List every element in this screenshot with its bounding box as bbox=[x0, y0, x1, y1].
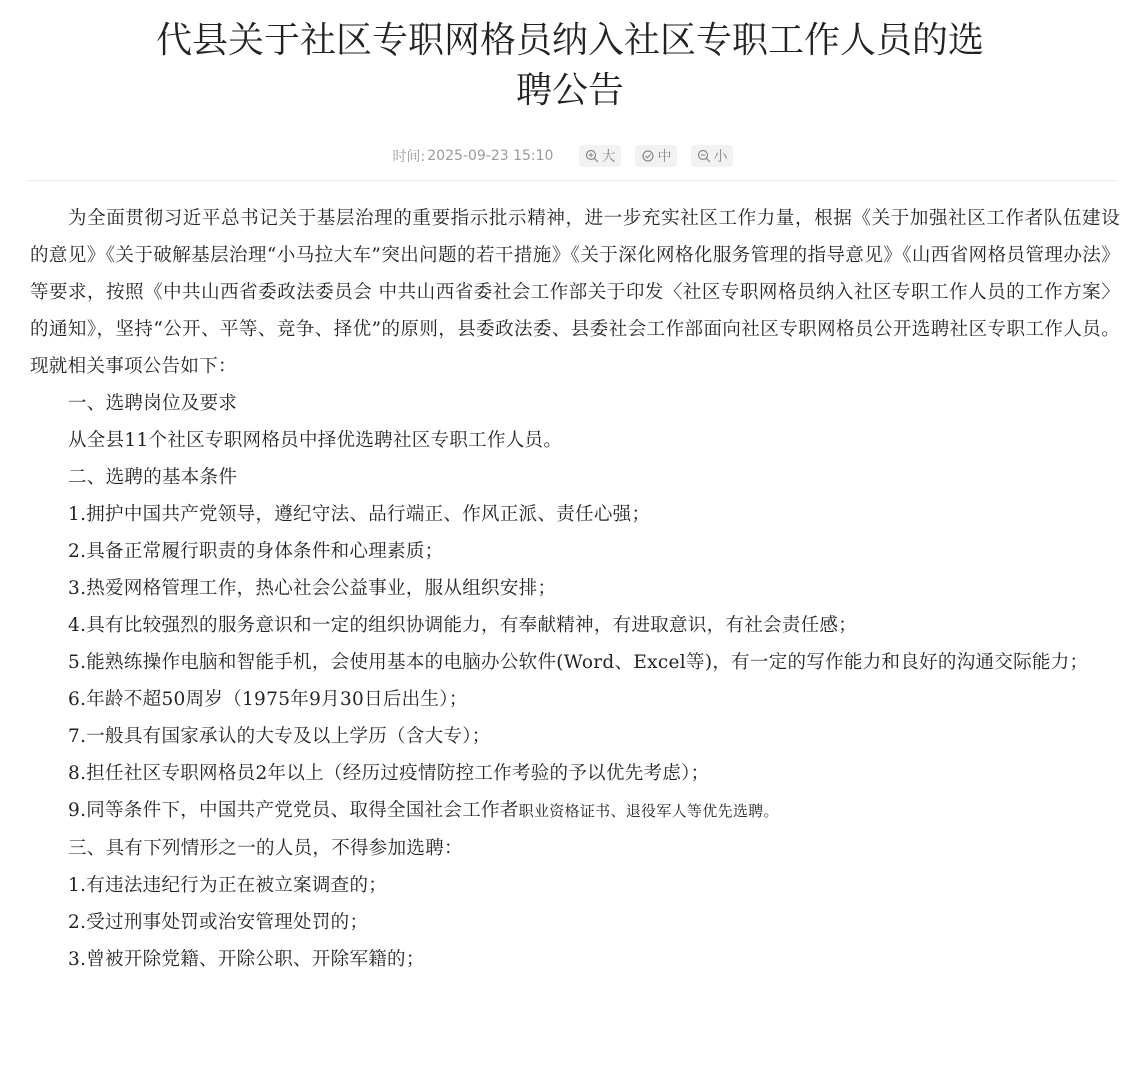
article-body bbox=[30, 200, 1120, 978]
condition-item-6: 6.年龄不超50周岁（1975年9月30日后出生）； bbox=[68, 689, 468, 710]
zoom-out-icon bbox=[697, 149, 711, 163]
zoom-in-icon bbox=[585, 149, 599, 163]
condition-item-7: 7.一般具有国家承认的大专及以上学历（含大专）； bbox=[68, 726, 491, 747]
font-size-small-label: 小 bbox=[713, 149, 728, 165]
condition-item-9-main: 9.同等条件下，中国共产党党员、取得全国社会工作者 bbox=[68, 800, 519, 821]
font-size-medium-label: 中 bbox=[657, 149, 672, 165]
article-meta bbox=[0, 144, 1140, 168]
condition-item-8: 8.担任社区专职网格员2年以上（经历过疫情防控工作考验的予以优先考虑）； bbox=[68, 763, 710, 784]
condition-item-9 bbox=[30, 792, 1120, 830]
exclusion-item-2: 2.受过刑事处罚或治安管理处罚的； bbox=[68, 912, 369, 933]
condition-item-3: 3.热爱网格管理工作，热心社会公益事业，服从组织安排； bbox=[68, 578, 557, 599]
font-size-large-label: 大 bbox=[601, 149, 616, 165]
section-1-heading: 一、选聘岗位及要求 bbox=[68, 393, 238, 414]
publish-time-label: 时间: bbox=[392, 149, 426, 165]
condition-item-2: 2.具备正常履行职责的身体条件和心理素质； bbox=[68, 541, 444, 562]
article-title-line-2: 聘公告 bbox=[515, 70, 624, 111]
zoom-reset-icon bbox=[641, 149, 655, 163]
condition-item-5: 5.能熟练操作电脑和智能手机，会使用基本的电脑办公软件(Word、Excel等)，有一定的写作能力和良好的沟通交际能力； bbox=[68, 652, 1089, 673]
font-size-medium-button[interactable] bbox=[635, 145, 677, 167]
section-2-heading: 二、选聘的基本条件 bbox=[68, 467, 238, 488]
exclusion-item-1: 1.有违法违纪行为正在被立案调查的； bbox=[68, 875, 388, 896]
condition-item-1: 1.拥护中国共产党领导，遵纪守法、品行端正、作风正派、责任心强； bbox=[68, 504, 651, 525]
publish-time: 2025-09-23 15:10 bbox=[427, 148, 554, 164]
intro-paragraph: 为全面贯彻习近平总书记关于基层治理的重要指示批示精神，进一步充实社区工作力量，根据《关于加强社区工作者队伍建设的意见》《关于破解基层治理“小马拉大车”突出问题的若干措施》《关于深化网格化服务管理的指导意见》《山西省网格员管理办法》等要求，按照《中共山西省委政法委员会 中共山西省委社会工作部关于印发〈社区专职网格员纳入社区专职工作人员的工作方案〉的通知》，坚持“公开、平等、竞争、择优”的原则，县委政法委、县委社会工作部面向社区专职网格员公开选聘社区专职工作人员。现就相关事项公告如下： bbox=[30, 208, 1120, 377]
section-1-text: 从全县11个社区专职网格员中择优选聘社区专职工作人员。 bbox=[68, 430, 563, 451]
article-title-line-1: 代县关于社区专职网格员纳入社区专职工作人员的选 bbox=[155, 20, 984, 61]
meta-divider bbox=[28, 180, 1118, 181]
section-3-heading: 三、具有下列情形之一的人员，不得参加选聘： bbox=[68, 838, 463, 859]
font-size-large-button[interactable] bbox=[579, 145, 621, 167]
condition-item-4: 4.具有比较强烈的服务意识和一定的组织协调能力，有奉献精神，有进取意识，有社会责任感； bbox=[68, 615, 858, 636]
font-size-small-button[interactable] bbox=[691, 145, 733, 167]
condition-item-9-tail: 职业资格证书、退役军人等优先选聘。 bbox=[518, 802, 779, 820]
article-title bbox=[120, 16, 1020, 116]
exclusion-item-3: 3.曾被开除党籍、开除公职、开除军籍的； bbox=[68, 949, 425, 970]
